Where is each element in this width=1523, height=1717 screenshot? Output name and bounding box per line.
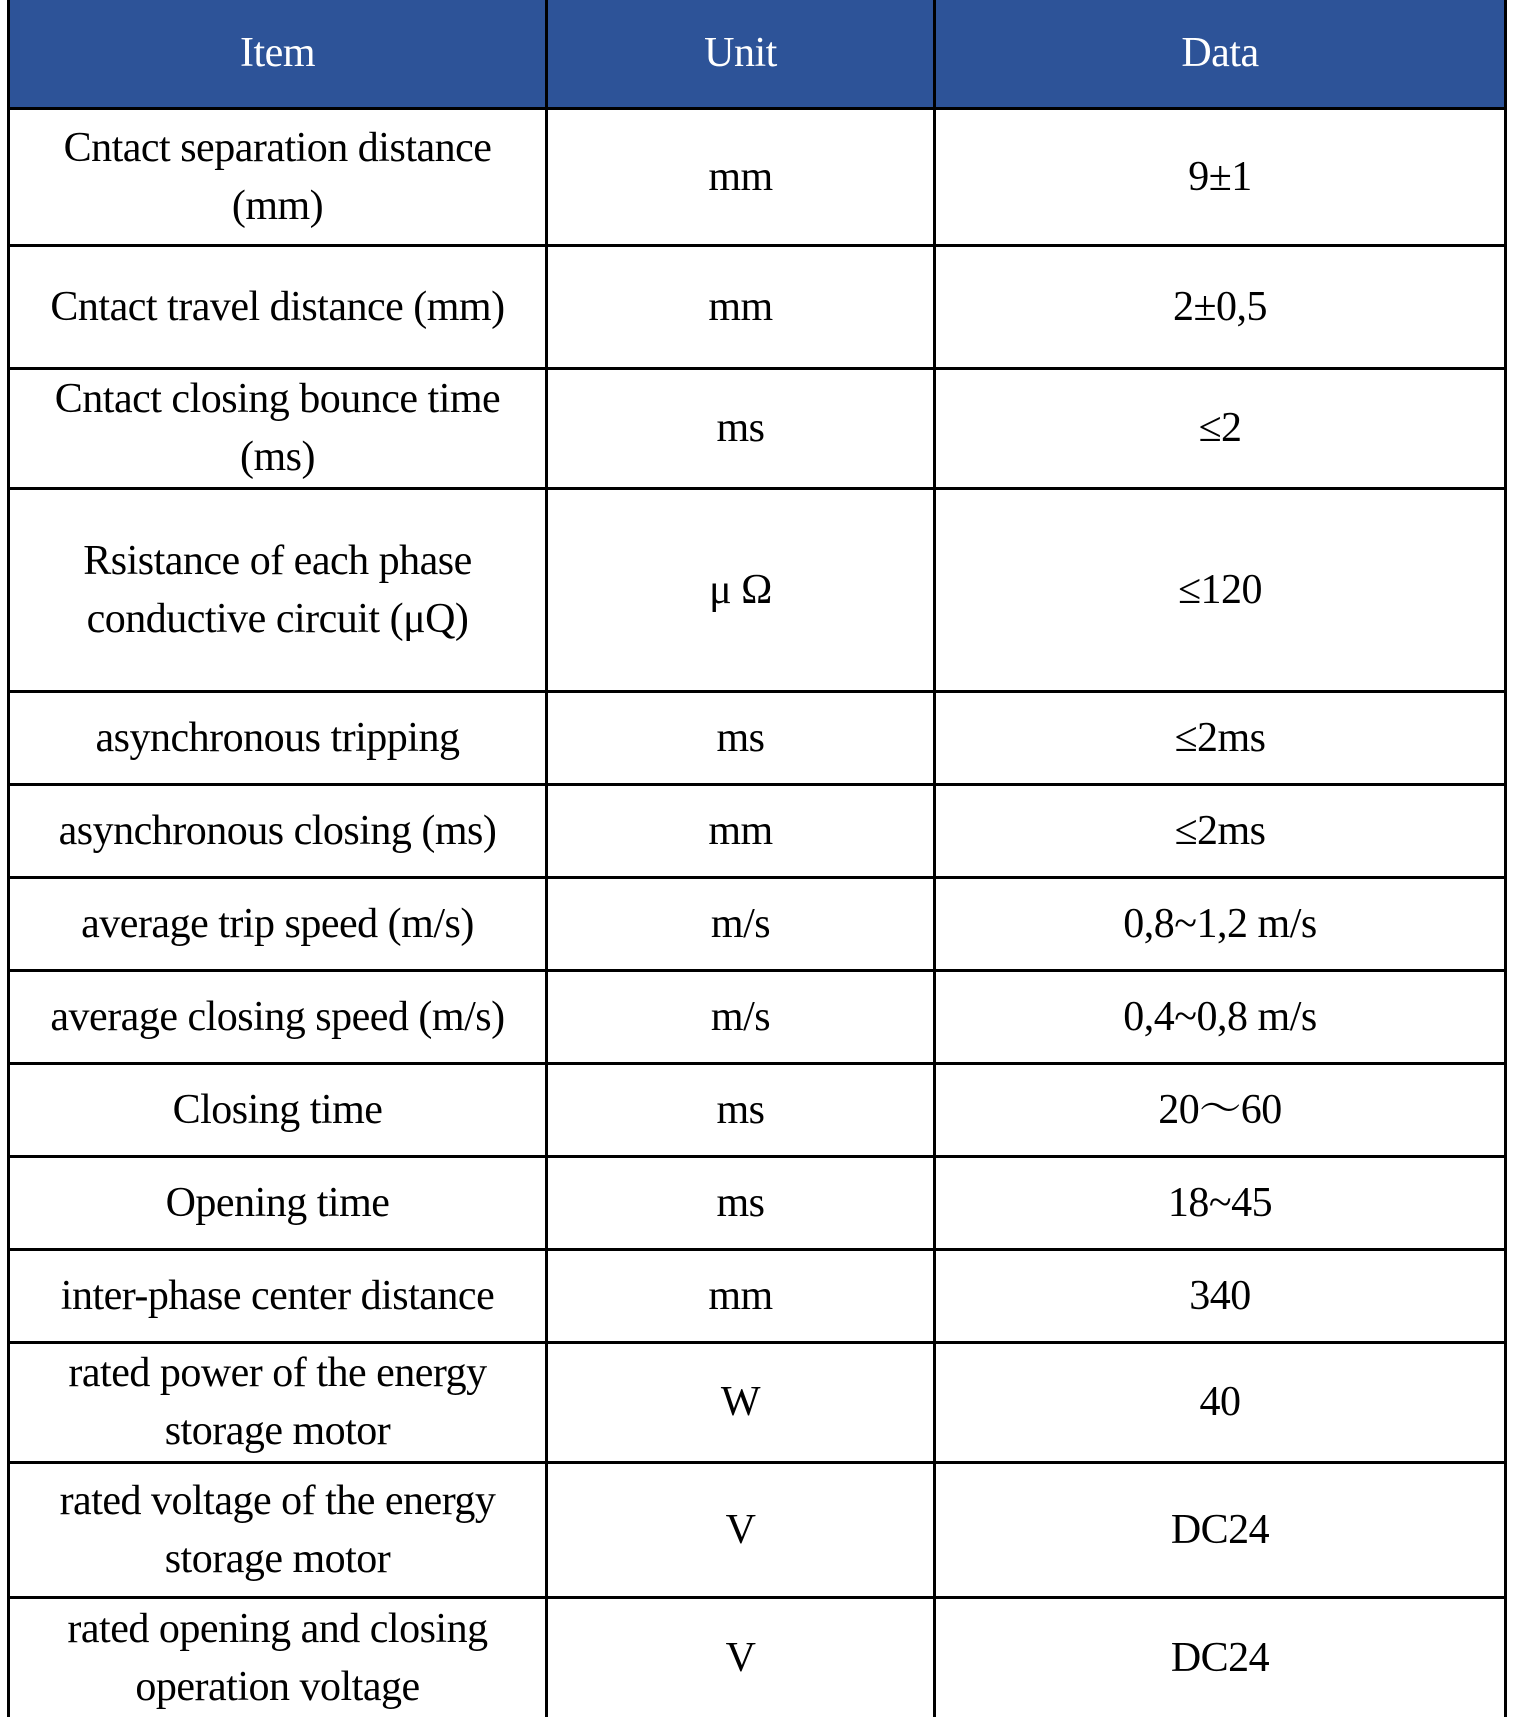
table-row [9,970,1506,1063]
item-cell: average trip speed (m/s) [9,877,547,970]
table-row [9,1249,1506,1342]
item-cell: rated opening and closing operation voltage [9,1597,547,1717]
header-row [9,0,1506,108]
data-cell: ≤2ms [935,691,1506,784]
item-cell: inter-phase center distance [9,1249,547,1342]
unit-cell: ms [547,368,935,488]
header-item: Item [9,0,547,108]
data-cell: 40 [935,1342,1506,1462]
item-cell: rated voltage of the energy storage motor [9,1462,547,1597]
data-cell: ≤2 [935,368,1506,488]
unit-cell: ms [547,1156,935,1249]
table-row [9,877,1506,970]
table-row [9,1597,1506,1717]
item-cell: Closing time [9,1063,547,1156]
header-unit: Unit [547,0,935,108]
item-cell: asynchronous tripping [9,691,547,784]
unit-cell: μ Ω [547,488,935,691]
data-cell: ≤120 [935,488,1506,691]
item-cell: average closing speed (m/s) [9,970,547,1063]
table-row [9,1063,1506,1156]
data-cell: 2±0,5 [935,245,1506,368]
table-body [9,108,1506,1717]
table-row [9,1342,1506,1462]
item-cell: Rsistance of each phase conductive circuit (μQ) [9,488,547,691]
data-cell: DC24 [935,1597,1506,1717]
unit-cell: W [547,1342,935,1462]
table-row [9,784,1506,877]
item-cell: Cntact travel distance (mm) [9,245,547,368]
table-row [9,245,1506,368]
unit-cell: V [547,1597,935,1717]
table-row [9,488,1506,691]
item-cell: rated power of the energy storage motor [9,1342,547,1462]
unit-cell: m/s [547,877,935,970]
unit-cell: mm [547,1249,935,1342]
table-row [9,108,1506,245]
table-row [9,1156,1506,1249]
item-cell: Opening time [9,1156,547,1249]
item-cell: Cntact separation distance (mm) [9,108,547,245]
table-row [9,368,1506,488]
header-data: Data [935,0,1506,108]
data-cell: ≤2ms [935,784,1506,877]
data-cell: 9±1 [935,108,1506,245]
data-cell: 20～60 [935,1063,1506,1156]
spec-table [7,0,1507,1717]
table-row [9,1462,1506,1597]
unit-cell: mm [547,108,935,245]
unit-cell: ms [547,1063,935,1156]
data-cell: 0,4~0,8 m/s [935,970,1506,1063]
table-row [9,691,1506,784]
table-header [9,0,1506,108]
data-cell: 18~45 [935,1156,1506,1249]
unit-cell: mm [547,784,935,877]
data-cell: 340 [935,1249,1506,1342]
data-cell: DC24 [935,1462,1506,1597]
unit-cell: mm [547,245,935,368]
unit-cell: V [547,1462,935,1597]
unit-cell: m/s [547,970,935,1063]
unit-cell: ms [547,691,935,784]
item-cell: Cntact closing bounce time (ms) [9,368,547,488]
data-cell: 0,8~1,2 m/s [935,877,1506,970]
item-cell: asynchronous closing (ms) [9,784,547,877]
